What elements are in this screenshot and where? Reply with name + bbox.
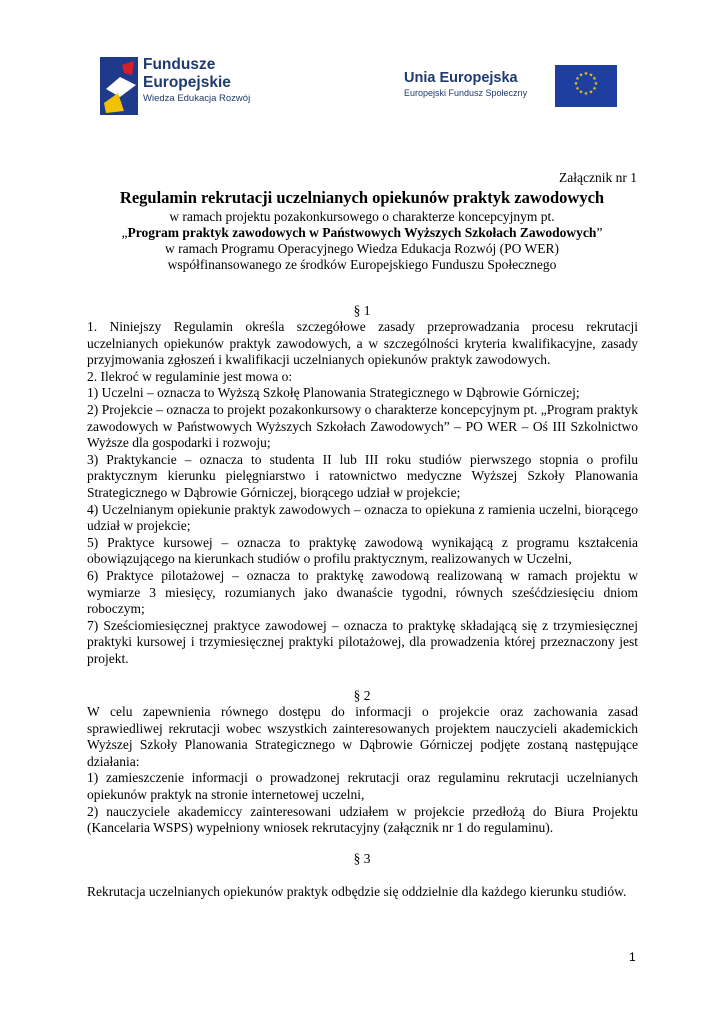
section-1-body <box>87 319 638 667</box>
fe-logo-line3: Wiedza Edukacja Rozwój <box>143 93 251 104</box>
document-title: Regulamin rekrutacji uczelnianych opiekunów praktyk zawodowych <box>119 188 605 207</box>
eu-flag-icon <box>555 65 617 107</box>
section-2-list-item: 1) zamieszczenie informacji o prowadzonej rekrutacji oraz regulaminu rekrutacji uczelnianych opiekunów praktyk na stronie internetowej uczelni, <box>87 770 638 802</box>
subtitle-line-4: współfinansowanego ze środków Europejskiego Funduszu Społecznego <box>167 257 557 272</box>
section-3-heading: § 3 <box>353 851 371 866</box>
svg-text:★: ★ <box>583 91 589 97</box>
definition-item: 7) Sześciomiesięcznej praktyce zawodowej – oznacza to praktykę składającą się z trzymiesięcznej praktyki kursowej i trzymiesięcznej praktyki pilotażowej, dla prowadzenia której przeznaczony jest projekt. <box>87 617 638 666</box>
definition-item: 5) Praktyce kursowej – oznacza to praktykę zawodową wynikającą z programu kształcenia obowiązującego na kierunkach studiów o profilu praktycznym, realizowanych w Uczelni, <box>87 534 638 567</box>
section-1-paragraph: 2. Ilekroć w regulaminie jest mowa o: <box>87 368 293 384</box>
svg-text:★: ★ <box>592 76 597 82</box>
svg-text:★: ★ <box>583 71 589 77</box>
svg-text:★: ★ <box>593 81 599 87</box>
subtitle-line-2 <box>0 225 724 241</box>
section-3-paragraph: Rekrutacja uczelnianych opiekunów praktyk odbędzie się oddzielnie dla każdego kierunku studiów. <box>87 884 627 899</box>
program-name: Program praktyk zawodowych w Państwowych Wyższych Szkołach Zawodowych <box>127 225 597 240</box>
section-1-paragraph: 1. Niniejszy Regulamin określa szczegółowe zasady przeprowadzania procesu rekrutacji uczelnianych opiekunów praktyk zawodowych, a w szczególności kryteria kwalifikacyjne, zasady przyjmowania zgłoszeń i kwalifikacji uczelnianych opiekunów praktyk zawodowych. <box>87 319 638 368</box>
svg-text:★: ★ <box>573 81 579 87</box>
page-number: 1 <box>629 950 636 964</box>
svg-text:★: ★ <box>578 72 584 79</box>
definition-item: 3) Praktykancie – oznacza to studenta II lub III roku studiów pierwszego stopnia o profilu praktycznym kierunku pielęgniarstwo i ratownictwo medyczne Wyższej Szkoły Planowania Strategicznego w Dąbrowie Górniczej, biorącego udział w projekcie; <box>87 451 638 500</box>
definition-item: 2) Projekcie – oznacza to projekt pozakonkursowy o charakterze koncepcyjnym pt. „Program praktyk zawodowych w Państwowych Wyższych Szkołach Zawodowych” – PO WER – Oś III Szkolnictwo Wyższe dla gospodarki i rozwoju; <box>87 401 638 451</box>
ue-logo-line2: Europejski Fundusz Społeczny <box>404 88 528 98</box>
section-2-body <box>87 704 638 837</box>
section-2-heading: § 2 <box>353 688 371 703</box>
section-2-paragraph: W celu zapewnienia równego dostępu do informacji o projekcie oraz zachowania zasad sprawiedliwej rekrutacji wobec wszystkich zainteresowanych projektem nauczycieli akademickich Wyższej Szkoły Planowania Strategicznego w Dąbrowie Górniczej podjęte zostaną następujące działania: <box>87 704 638 769</box>
svg-text:★: ★ <box>575 86 580 92</box>
fe-logo-text <box>143 56 250 105</box>
ue-logo-text <box>404 70 527 99</box>
subtitle-quote-close: ” <box>596 225 603 240</box>
ue-logo-line1: Unia Europejska <box>404 70 518 86</box>
fe-logo-line1: Fundusze <box>143 56 216 73</box>
fe-logo-line2: Europejskie <box>143 74 231 91</box>
svg-text:★: ★ <box>588 89 594 96</box>
definition-item: 6) Praktyce pilotażowej – oznacza to praktykę zawodową realizowaną w ramach projektu w wymiarze 3 miesięcy, rozumianych jako dwanaście tygodni, równych sześćdziesięciu dniom roboczym; <box>87 567 638 617</box>
svg-text:★: ★ <box>588 72 594 79</box>
svg-text:★: ★ <box>592 86 597 92</box>
svg-text:★: ★ <box>575 76 580 82</box>
section-2-list-item: 2) nauczyciele akademiccy zainteresowani udziałem w projekcie przedłożą do Biura Projektu (Kancelaria WSPS) wypełniony wniosek rekrutacyjny (załącznik nr 1 do regulaminu). <box>87 803 638 836</box>
definition-item: 1) Uczelni – oznacza to Wyższą Szkołę Planowania Strategicznego w Dąbrowie Górniczej; <box>87 385 580 401</box>
subtitle-line-3: w ramach Programu Operacyjnego Wiedza Edukacja Rozwój (PO WER) <box>164 241 560 256</box>
section-3-body <box>87 884 638 901</box>
svg-text:★: ★ <box>578 89 584 96</box>
section-1-heading: § 1 <box>353 303 371 318</box>
subtitle-line-1: w ramach projektu pozakonkursowego o charakterze koncepcyjnym pt. <box>169 209 555 224</box>
subtitle-quote-open: „ <box>121 225 128 240</box>
definition-item: 4) Uczelnianym opiekunie praktyk zawodowych – oznacza to opiekuna z ramienia uczelni, biorącego udział w projekcie; <box>87 501 638 534</box>
annex-label: Załącznik nr 1 <box>559 170 637 185</box>
